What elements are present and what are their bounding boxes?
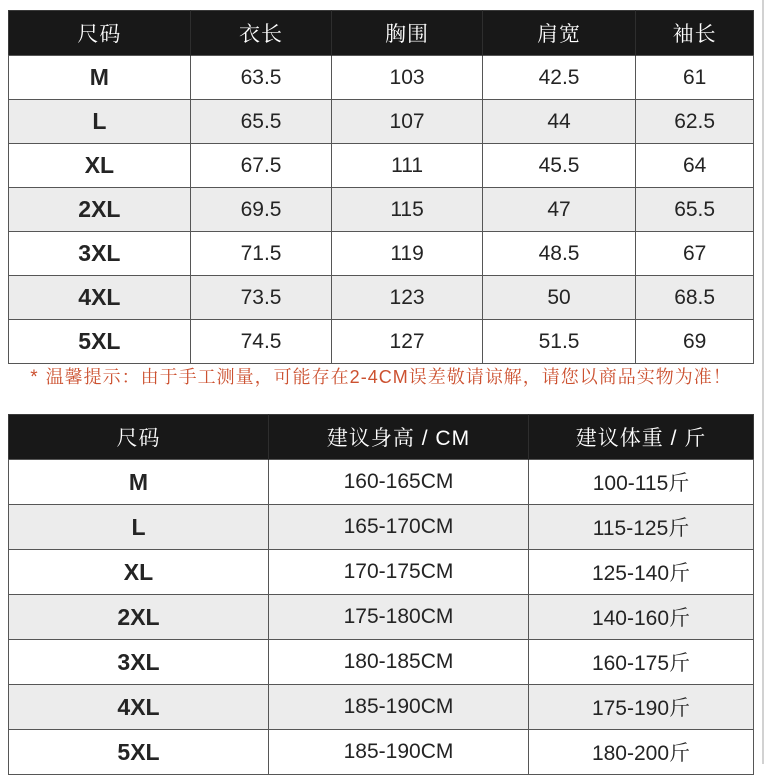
size-cell: M xyxy=(9,56,191,100)
value-cell: 61 xyxy=(636,56,754,100)
value-cell: 48.5 xyxy=(482,232,635,276)
header-cell-garment-length: 衣长 xyxy=(190,11,332,56)
height-cell: 175-180CM xyxy=(269,595,529,640)
value-cell: 74.5 xyxy=(190,320,332,364)
value-cell: 107 xyxy=(332,100,482,144)
value-cell: 45.5 xyxy=(482,144,635,188)
header-cell-size: 尺码 xyxy=(9,11,191,56)
height-cell: 185-190CM xyxy=(269,730,529,775)
value-cell: 73.5 xyxy=(190,276,332,320)
value-cell: 127 xyxy=(332,320,482,364)
value-cell: 67.5 xyxy=(190,144,332,188)
value-cell: 64 xyxy=(636,144,754,188)
notice-text: 温馨提示：由于手工测量，可能存在2-4CM误差敬请谅解，请您以商品实物为准！ xyxy=(45,367,732,387)
value-cell: 51.5 xyxy=(482,320,635,364)
value-cell: 67 xyxy=(636,232,754,276)
recommend-table-header-row xyxy=(9,415,754,460)
value-cell: 71.5 xyxy=(190,232,332,276)
weight-cell: 100-115斤 xyxy=(529,460,754,505)
weight-cell: 140-160斤 xyxy=(529,595,754,640)
size-cell: M xyxy=(9,460,269,505)
size-cell: 3XL xyxy=(9,232,191,276)
size-cell: 4XL xyxy=(9,276,191,320)
value-cell: 50 xyxy=(482,276,635,320)
value-cell: 111 xyxy=(332,144,482,188)
size-cell: XL xyxy=(9,550,269,595)
height-cell: 185-190CM xyxy=(269,685,529,730)
table-row xyxy=(9,232,754,276)
table-row xyxy=(9,460,754,505)
header-cell-shoulder: 肩宽 xyxy=(482,11,635,56)
height-cell: 170-175CM xyxy=(269,550,529,595)
header-cell-size: 尺码 xyxy=(9,415,269,460)
table-row xyxy=(9,56,754,100)
height-cell: 165-170CM xyxy=(269,505,529,550)
header-cell-height: 建议身高 / CM xyxy=(269,415,529,460)
weight-cell: 125-140斤 xyxy=(529,550,754,595)
asterisk-marker: * xyxy=(30,367,39,388)
size-cell: 2XL xyxy=(9,188,191,232)
table-row xyxy=(9,730,754,775)
value-cell: 69 xyxy=(636,320,754,364)
value-cell: 123 xyxy=(332,276,482,320)
value-cell: 65.5 xyxy=(636,188,754,232)
table-row xyxy=(9,505,754,550)
header-cell-sleeve: 袖长 xyxy=(636,11,754,56)
page-edge-line xyxy=(762,0,764,764)
weight-cell: 180-200斤 xyxy=(529,730,754,775)
size-cell: 3XL xyxy=(9,640,269,685)
value-cell: 115 xyxy=(332,188,482,232)
height-cell: 160-165CM xyxy=(269,460,529,505)
weight-cell: 160-175斤 xyxy=(529,640,754,685)
measurement-notice xyxy=(8,363,754,391)
table-row xyxy=(9,685,754,730)
table-row xyxy=(9,640,754,685)
value-cell: 69.5 xyxy=(190,188,332,232)
value-cell: 44 xyxy=(482,100,635,144)
weight-cell: 115-125斤 xyxy=(529,505,754,550)
size-cell: 5XL xyxy=(9,320,191,364)
value-cell: 63.5 xyxy=(190,56,332,100)
value-cell: 62.5 xyxy=(636,100,754,144)
table-row xyxy=(9,276,754,320)
size-cell: L xyxy=(9,100,191,144)
size-cell: L xyxy=(9,505,269,550)
weight-cell: 175-190斤 xyxy=(529,685,754,730)
table-row xyxy=(9,144,754,188)
table-row xyxy=(9,100,754,144)
header-cell-weight: 建议体重 / 斤 xyxy=(529,415,754,460)
size-measurements-table xyxy=(8,10,754,364)
height-cell: 180-185CM xyxy=(269,640,529,685)
value-cell: 119 xyxy=(332,232,482,276)
value-cell: 42.5 xyxy=(482,56,635,100)
table-row xyxy=(9,595,754,640)
size-cell: 2XL xyxy=(9,595,269,640)
header-cell-chest: 胸围 xyxy=(332,11,482,56)
size-recommendation-table xyxy=(8,414,754,775)
size-cell: 5XL xyxy=(9,730,269,775)
value-cell: 103 xyxy=(332,56,482,100)
value-cell: 68.5 xyxy=(636,276,754,320)
value-cell: 65.5 xyxy=(190,100,332,144)
size-table-header-row xyxy=(9,11,754,56)
size-cell: 4XL xyxy=(9,685,269,730)
table-row xyxy=(9,188,754,232)
table-row xyxy=(9,320,754,364)
table-row xyxy=(9,550,754,595)
value-cell: 47 xyxy=(482,188,635,232)
size-cell: XL xyxy=(9,144,191,188)
